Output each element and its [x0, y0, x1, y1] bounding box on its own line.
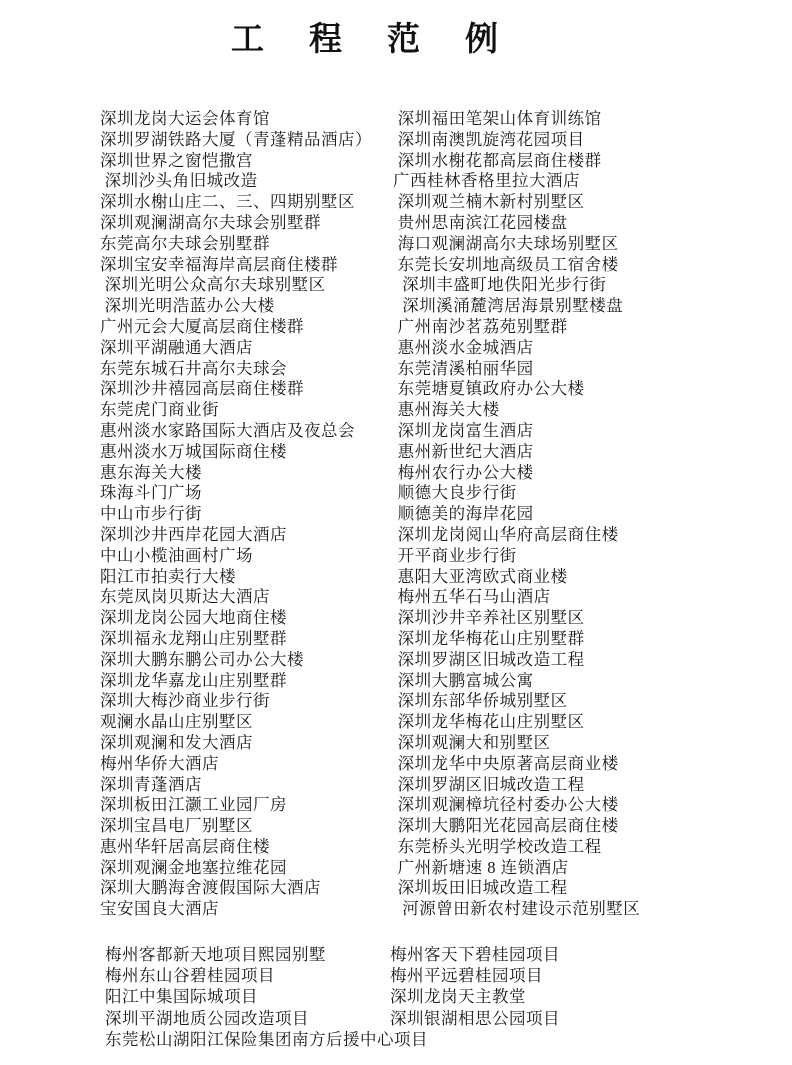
list-row	[100, 400, 792, 421]
project-name: 观澜水晶山庄别墅区	[100, 712, 253, 732]
list-row	[100, 650, 792, 671]
project-name: 深圳龙岗大运会体育馆	[100, 109, 270, 128]
project-name: 开平商业步行街	[393, 545, 517, 565]
project-name: 东莞塘夏镇政府办公大楼	[393, 379, 585, 399]
project-name: 深圳沙井辛养社区别墅区	[393, 608, 585, 628]
project-name: 深圳观澜大和别墅区	[393, 732, 551, 752]
project-name: 深圳光明公众高尔夫球别墅区	[100, 275, 326, 295]
project-name: 惠州海关大楼	[393, 400, 500, 420]
project-name: 广州新塘速 8 连锁酒店	[393, 857, 569, 877]
list-row	[100, 691, 792, 712]
list-row	[100, 546, 792, 567]
project-name: 梅州农行办公大楼	[393, 462, 534, 482]
list-row	[100, 234, 792, 255]
list-row	[100, 525, 792, 546]
project-list-main	[0, 109, 792, 920]
list-row	[100, 379, 792, 400]
list-row	[105, 1008, 792, 1029]
list-row	[100, 504, 792, 525]
list-row	[100, 795, 792, 816]
project-name: 深圳观澜和发大酒店	[100, 732, 253, 752]
project-name: 深圳龙岗天主教堂	[390, 987, 526, 1007]
project-name: 东莞桥头光明学校改造工程	[393, 836, 602, 856]
list-row	[100, 733, 792, 754]
project-name: 梅州客都新天地项目熙园别墅	[105, 945, 326, 965]
list-row	[105, 1029, 792, 1050]
list-row	[100, 463, 792, 484]
list-row	[100, 754, 792, 775]
project-name: 惠州淡水万城国际商住楼	[100, 441, 287, 461]
project-name: 海口观澜湖高尔夫球场别墅区	[393, 233, 619, 253]
project-name: 深圳宝昌电厂别墅区	[100, 816, 253, 836]
project-name: 贵州思南滨江花园楼盘	[393, 212, 568, 232]
project-name: 河源曾田新农村建设示范别墅区	[393, 899, 641, 919]
project-name: 惠州淡水金城酒店	[393, 337, 534, 357]
project-name: 深圳观澜湖高尔夫球会别墅群	[100, 212, 321, 232]
project-name: 深圳沙井西岸花园大酒店	[100, 524, 287, 544]
project-name: 深圳龙华梅花山庄别墅区	[393, 712, 585, 732]
project-name: 顺德美的海岸花园	[393, 504, 534, 524]
list-row	[100, 109, 792, 130]
project-name: 深圳大鹏阳光花园高层商住楼	[393, 816, 619, 836]
project-name: 深圳观澜金地塞拉维花园	[100, 857, 287, 877]
list-row	[100, 567, 792, 588]
list-row	[100, 442, 792, 463]
project-name: 梅州华侨大酒店	[100, 753, 219, 773]
project-name: 深圳福田笔架山体育训练馆	[393, 109, 602, 128]
list-row	[100, 608, 792, 629]
list-row	[100, 151, 792, 172]
project-name: 深圳沙井禧园高层商住楼群	[100, 379, 304, 399]
project-name: 梅州客天下碧桂园项目	[390, 945, 560, 965]
project-name: 深圳大梅沙商业步行街	[100, 691, 270, 711]
list-row	[100, 837, 792, 858]
project-name: 惠东海关大楼	[100, 462, 202, 482]
project-name: 东莞东城石井高尔夫球会	[100, 358, 287, 378]
list-row	[100, 213, 792, 234]
project-name: 东莞松山湖阳江保险集团南方后援中心项目	[105, 1029, 428, 1049]
project-name: 深圳世界之窗恺撒宫	[100, 150, 253, 170]
project-name: 深圳罗湖铁路大厦（青蓬精品酒店）	[100, 129, 372, 149]
project-name: 惠州新世纪大酒店	[393, 441, 534, 461]
list-row	[100, 587, 792, 608]
list-row	[105, 944, 792, 965]
list-row	[100, 296, 792, 317]
project-name: 深圳丰盛町地佚阳光步行街	[393, 275, 607, 295]
project-name: 东莞高尔夫球会别墅群	[100, 233, 270, 253]
project-name: 深圳观兰楠木新村别墅区	[393, 192, 585, 212]
project-name: 深圳坂田旧城改造工程	[393, 878, 568, 898]
project-name: 深圳平湖地质公园改造项目	[105, 1008, 309, 1028]
list-row	[100, 192, 792, 213]
list-row	[100, 775, 792, 796]
project-name: 珠海斗门广场	[100, 483, 202, 503]
project-name: 惠阳大亚湾欧式商业楼	[393, 566, 568, 586]
project-name: 深圳龙岗富生酒店	[393, 420, 534, 440]
list-row	[105, 965, 792, 986]
project-name: 广州南沙茗荔苑别墅群	[393, 316, 568, 336]
project-name: 深圳观澜樟坑径村委办公大楼	[393, 795, 619, 815]
project-name: 深圳东部华侨城别墅区	[393, 691, 568, 711]
project-name: 阳江市拍卖行大楼	[100, 566, 236, 586]
project-name: 深圳龙岗公园大地商住楼	[100, 608, 287, 628]
project-name: 梅州平远碧桂园项目	[390, 966, 543, 986]
list-row	[100, 255, 792, 276]
page-title: 工 程 范 例	[231, 22, 504, 58]
project-name: 广西桂林香格里拉大酒店	[393, 171, 580, 191]
list-row	[100, 671, 792, 692]
project-name: 惠州华轩居高层商住楼	[100, 836, 270, 856]
project-name: 深圳青蓬酒店	[100, 774, 202, 794]
project-name: 中山小榄油画村广场	[100, 545, 253, 565]
list-row	[100, 712, 792, 733]
project-name: 广州元会大厦高层商住楼群	[100, 316, 304, 336]
project-list-bottom	[0, 944, 792, 1050]
project-name: 深圳龙华嘉龙山庄别墅群	[100, 670, 287, 690]
project-name: 深圳水榭山庄二、三、四期别墅区	[100, 192, 355, 212]
project-name: 东莞长安圳地高级员工宿舍楼	[393, 254, 619, 274]
list-row	[100, 171, 792, 192]
project-name: 深圳沙头角旧城改造	[100, 171, 258, 191]
project-name: 东莞凤岗贝斯达大酒店	[100, 587, 270, 607]
list-row	[100, 899, 792, 920]
project-name: 东莞清溪柏丽华园	[393, 358, 534, 378]
list-row	[100, 359, 792, 380]
project-name: 深圳宝安幸福海岸高层商住楼群	[100, 254, 338, 274]
project-name: 深圳龙华中央原著高层商业楼	[393, 753, 619, 773]
project-name: 深圳罗湖区旧城改造工程	[393, 649, 585, 669]
project-name: 惠州淡水家路国际大酒店及夜总会	[100, 420, 355, 440]
project-name: 深圳大鹏富城公寓	[393, 670, 534, 690]
project-name: 梅州东山谷碧桂园项目	[105, 966, 275, 986]
project-name: 宝安国良大酒店	[100, 899, 219, 919]
project-name: 深圳板田江灏工业园厂房	[100, 795, 287, 815]
project-name: 阳江中集国际城项目	[105, 987, 258, 1007]
project-name: 深圳光明浩蓝办公大楼	[100, 296, 275, 316]
project-name: 深圳溪涌麓湾居海景别墅楼盘	[393, 296, 624, 316]
project-name: 中山市步行街	[100, 504, 202, 524]
project-name: 深圳罗湖区旧城改造工程	[393, 774, 585, 794]
list-row	[100, 317, 792, 338]
project-name: 顺德大良步行街	[393, 483, 517, 503]
project-name: 深圳大鹏东鹏公司办公大楼	[100, 649, 304, 669]
project-name: 梅州五华石马山酒店	[393, 587, 551, 607]
list-row	[100, 421, 792, 442]
project-name: 深圳龙岗阅山华府高层商住楼	[393, 524, 619, 544]
project-name: 深圳龙华梅花山庄别墅群	[393, 628, 585, 648]
list-row	[100, 483, 792, 504]
list-row	[100, 858, 792, 879]
list-row	[100, 338, 792, 359]
project-name: 深圳大鹏海舍渡假国际大酒店	[100, 878, 321, 898]
project-name: 深圳南澳凯旋湾花园项目	[393, 129, 585, 149]
project-name: 深圳水榭花都高层商住楼群	[393, 150, 602, 170]
list-row	[105, 986, 792, 1007]
project-name: 深圳福永龙翔山庄别墅群	[100, 628, 287, 648]
list-row	[100, 130, 792, 151]
list-row	[100, 629, 792, 650]
list-row	[100, 816, 792, 837]
list-row	[100, 878, 792, 899]
list-row	[100, 275, 792, 296]
project-name: 深圳平湖融通大酒店	[100, 337, 253, 357]
project-name: 深圳银湖相思公园项目	[390, 1008, 560, 1028]
project-name: 东莞虎门商业街	[100, 400, 219, 420]
